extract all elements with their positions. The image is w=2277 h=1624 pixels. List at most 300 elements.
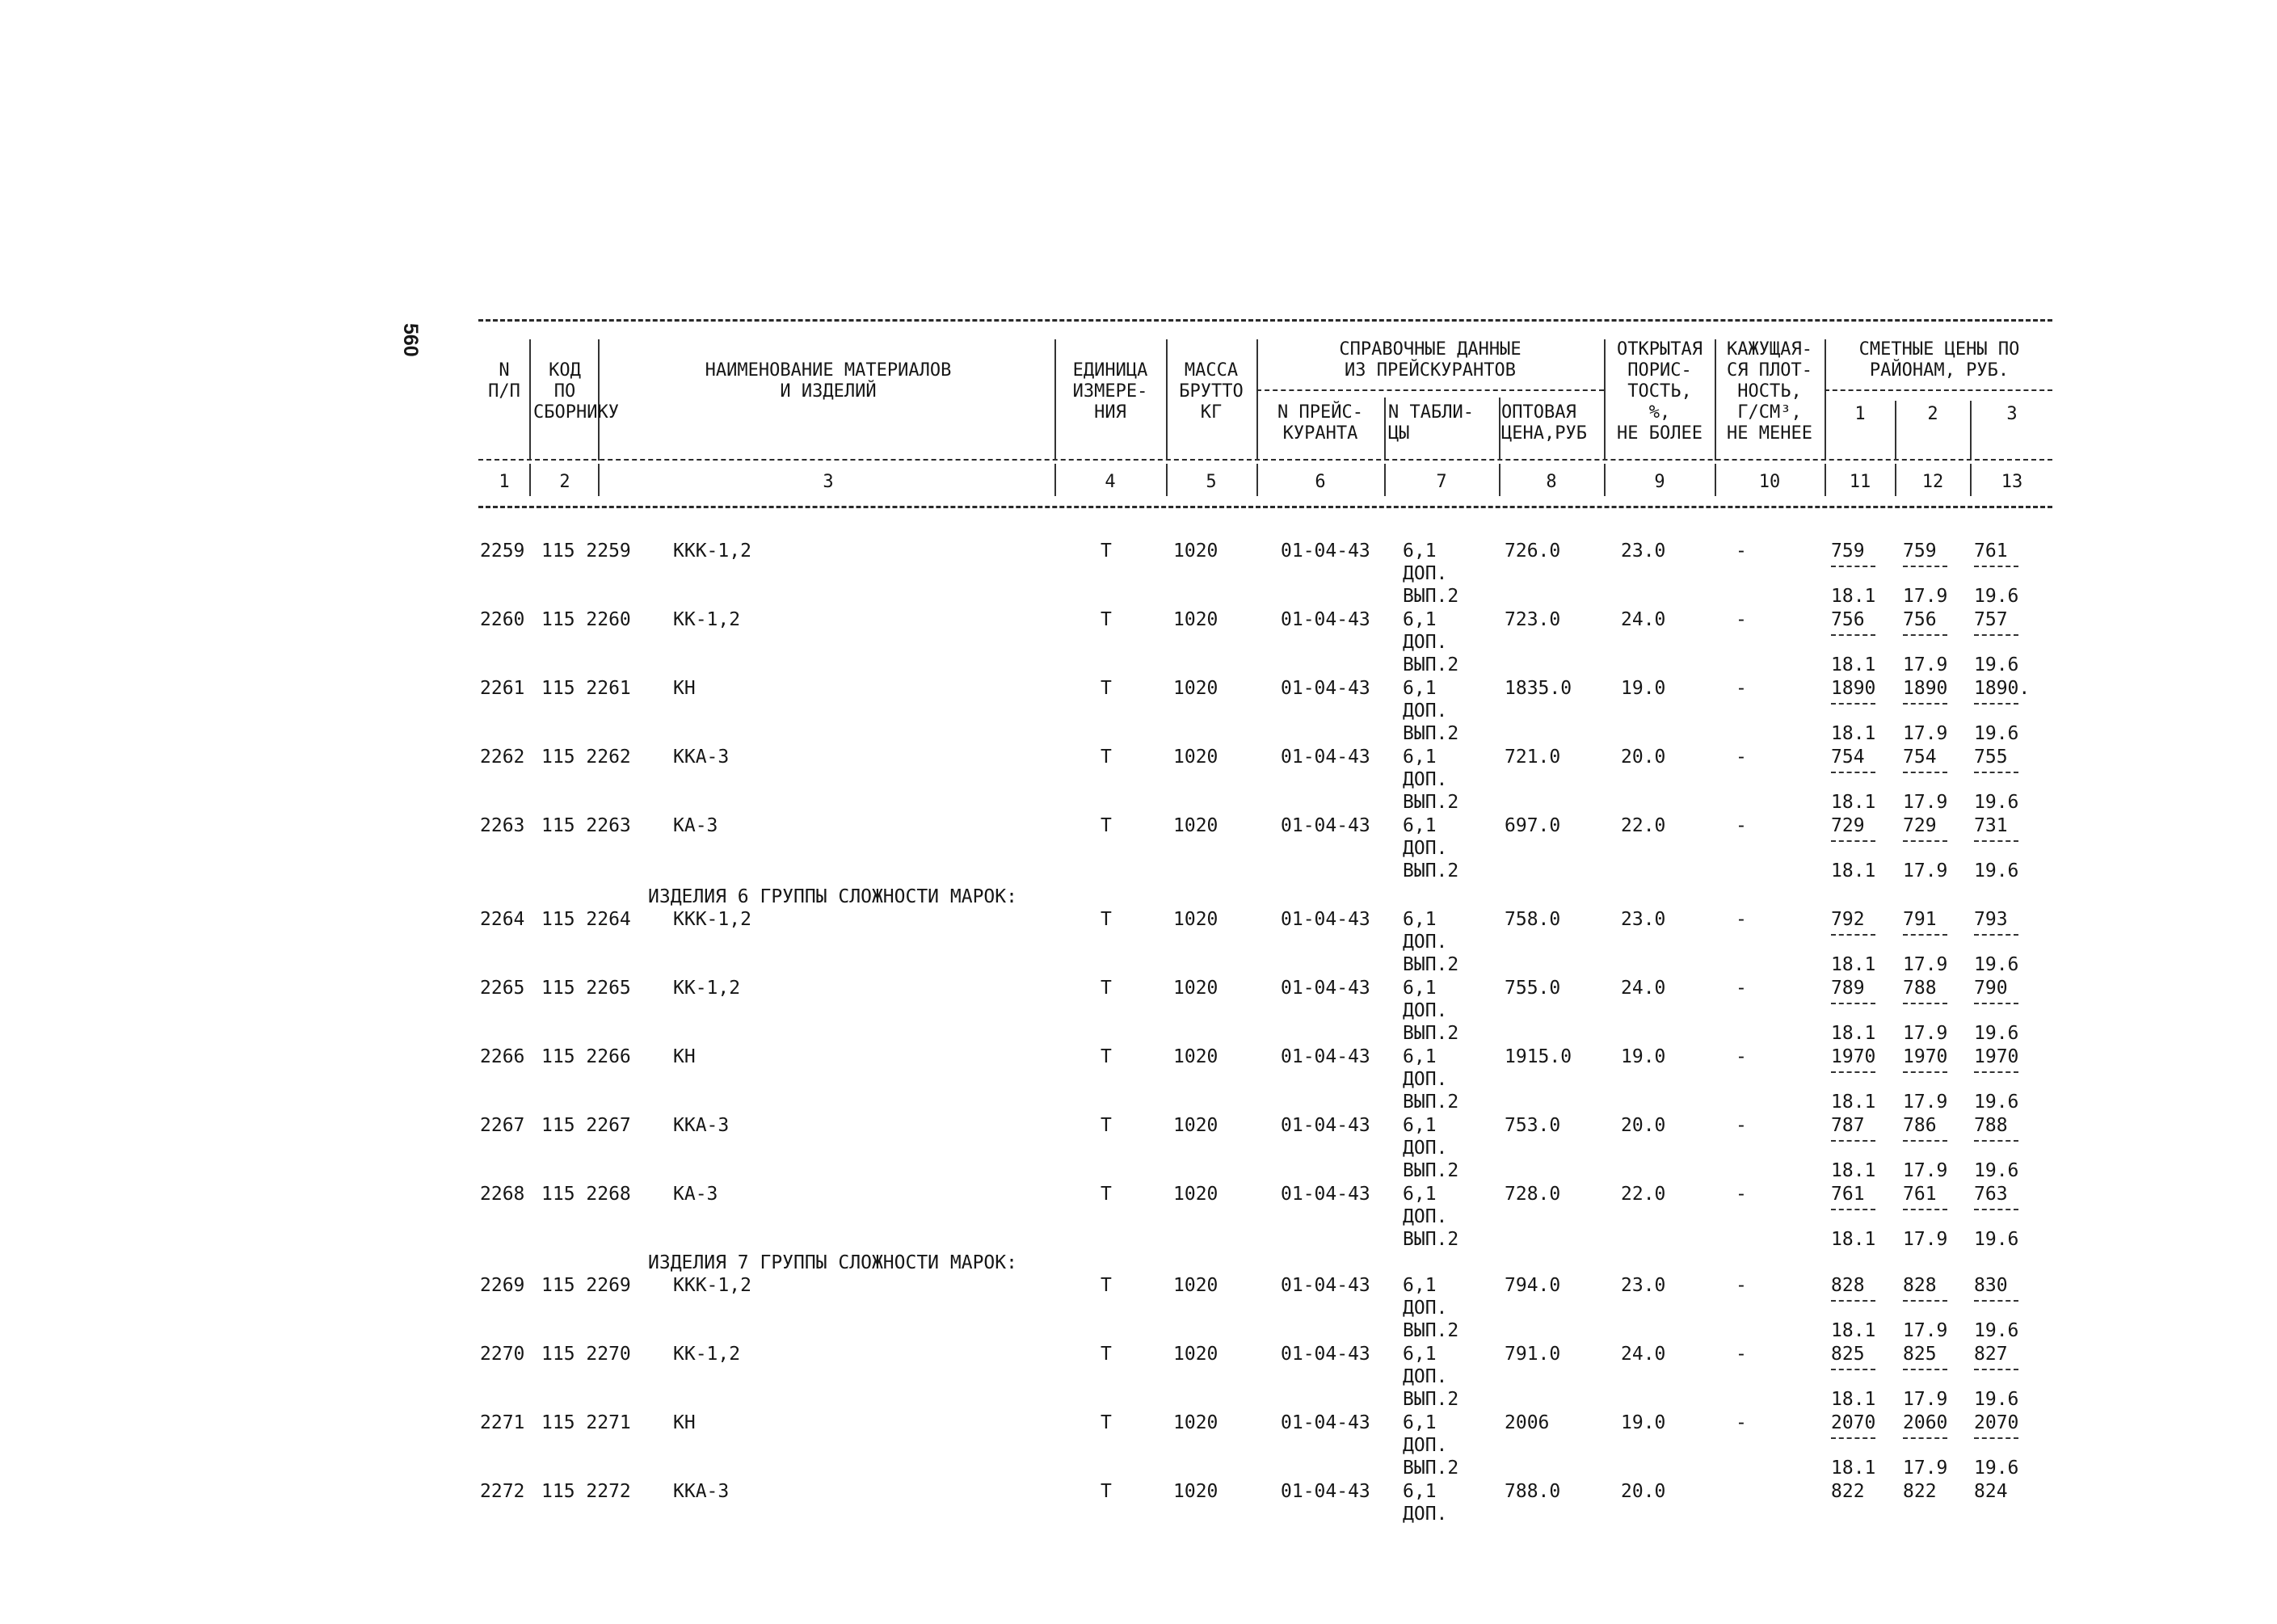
price-value: 788 (1903, 978, 1937, 999)
fraction-bar (1903, 1209, 1947, 1210)
cell-table-note: ДОП. (1403, 1069, 1448, 1090)
fraction-bar (1903, 1300, 1947, 1302)
price-value: 756 (1903, 609, 1937, 630)
cell-table: 6,1 (1403, 1412, 1437, 1433)
cell-row-number: 2268 (480, 1184, 525, 1205)
cell-mass: 1020 (1173, 815, 1218, 836)
cell-table-note: ДОП. (1403, 1138, 1448, 1159)
price-coefficient: 18.1 (1831, 860, 1876, 881)
fraction-bar (1903, 840, 1947, 842)
cell-wholesale: 1915.0 (1505, 1046, 1572, 1067)
cell-density: - (1736, 1275, 1747, 1296)
cell-name: ККА-3 (673, 1115, 730, 1136)
cell-code: 115 2261 (541, 678, 631, 699)
cell-porosity: 22.0 (1621, 815, 1666, 836)
cell-row-number: 2269 (480, 1275, 525, 1296)
price-value: 786 (1903, 1115, 1937, 1136)
price-coefficient: 17.9 (1903, 1458, 1948, 1479)
price-value: 731 (1974, 815, 2008, 836)
cell-name: ККК-1,2 (673, 909, 751, 930)
column-number: 10 (1758, 472, 1781, 492)
price-value: 755 (1974, 747, 2008, 768)
fraction-bar (1974, 934, 2018, 936)
cell-porosity: 24.0 (1621, 609, 1666, 630)
price-coefficient: 17.9 (1903, 954, 1948, 975)
header-col-6: N ПРЕЙС- КУРАНТА (1277, 402, 1363, 444)
cell-code: 115 2270 (541, 1344, 631, 1365)
cell-density: - (1736, 815, 1747, 836)
fraction-bar (1831, 1003, 1875, 1004)
cell-row-number: 2266 (480, 1046, 525, 1067)
fraction-bar (1831, 566, 1875, 567)
cell-mass: 1020 (1173, 678, 1218, 699)
cell-name: КК-1,2 (673, 978, 741, 999)
price-coefficient: 18.1 (1831, 654, 1876, 675)
header-col-10: КАЖУЩАЯ- СЯ ПЛОТ- НОСТЬ, Г/СМ³, НЕ МЕНЕЕ (1727, 339, 1812, 444)
price-coefficient: 18.1 (1831, 792, 1876, 813)
column-number: 1 (499, 472, 510, 492)
cell-table: 6,1 (1403, 1115, 1437, 1136)
price-coefficient: 19.6 (1974, 1229, 2019, 1250)
cell-name: КН (673, 678, 696, 699)
price-value: 822 (1903, 1481, 1937, 1502)
cell-mass: 1020 (1173, 541, 1218, 562)
cell-table: 6,1 (1403, 1275, 1437, 1296)
fraction-bar (1903, 566, 1947, 567)
cell-code: 115 2267 (541, 1115, 631, 1136)
page-number: 560 (399, 323, 422, 357)
price-value: 825 (1903, 1344, 1937, 1365)
cell-density: - (1736, 678, 1747, 699)
price-coefficient: 17.9 (1903, 1023, 1948, 1044)
cell-name: КК-1,2 (673, 1344, 741, 1365)
fraction-bar (1974, 1140, 2018, 1142)
price-value: 791 (1903, 909, 1937, 930)
cell-row-number: 2259 (480, 541, 525, 562)
cell-row-number: 2263 (480, 815, 525, 836)
fraction-bar (1831, 703, 1875, 705)
price-value: 1890 (1903, 678, 1948, 699)
cell-table-note: ДОП. (1403, 701, 1448, 722)
cell-mass: 1020 (1173, 609, 1218, 630)
cell-table: 6,1 (1403, 978, 1437, 999)
cell-code: 115 2262 (541, 747, 631, 768)
cell-table-note: ДОП. (1403, 838, 1448, 859)
cell-porosity: 24.0 (1621, 1344, 1666, 1365)
price-value: 787 (1831, 1115, 1865, 1136)
price-value: 757 (1974, 609, 2008, 630)
section-label: ИЗДЕЛИЯ 6 ГРУППЫ СЛОЖНОСТИ МАРОК: (648, 886, 1017, 907)
column-number: 6 (1315, 472, 1326, 492)
price-value: 1890 (1831, 678, 1876, 699)
cell-porosity: 19.0 (1621, 1412, 1666, 1433)
cell-pricelist: 01-04-43 (1281, 1184, 1370, 1205)
cell-name: ККК-1,2 (673, 1275, 751, 1296)
cell-row-number: 2270 (480, 1344, 525, 1365)
cell-name: КА-3 (673, 815, 718, 836)
cell-pricelist: 01-04-43 (1281, 747, 1370, 768)
price-value: 793 (1974, 909, 2008, 930)
cell-density: - (1736, 1184, 1747, 1205)
fraction-bar (1831, 1369, 1875, 1370)
price-coefficient: 18.1 (1831, 586, 1876, 607)
header-col-9: ОТКРЫТАЯ ПОРИС- ТОСТЬ, %, НЕ БОЛЕЕ (1617, 339, 1702, 444)
cell-table-note: ДОП. (1403, 769, 1448, 790)
cell-density: - (1736, 1412, 1747, 1433)
header-col-12: 2 (1927, 404, 1938, 424)
cell-pricelist: 01-04-43 (1281, 1344, 1370, 1365)
cell-table-note: ВЫП.2 (1403, 860, 1459, 881)
cell-wholesale: 755.0 (1505, 978, 1561, 999)
column-number: 2 (559, 472, 570, 492)
fraction-bar (1831, 1209, 1875, 1210)
fraction-bar (1903, 1369, 1947, 1370)
cell-table-note: ДОП. (1403, 932, 1448, 953)
cell-mass: 1020 (1173, 1275, 1218, 1296)
price-coefficient: 18.1 (1831, 1320, 1876, 1341)
cell-table: 6,1 (1403, 909, 1437, 930)
cell-row-number: 2264 (480, 909, 525, 930)
cell-name: ККА-3 (673, 1481, 730, 1502)
cell-row-number: 2271 (480, 1412, 525, 1433)
cell-code: 115 2266 (541, 1046, 631, 1067)
price-coefficient: 19.6 (1974, 723, 2019, 744)
cell-code: 115 2265 (541, 978, 631, 999)
cell-code: 115 2268 (541, 1184, 631, 1205)
cell-table: 6,1 (1403, 541, 1437, 562)
price-value: 788 (1974, 1115, 2008, 1136)
fraction-bar (1903, 934, 1947, 936)
price-coefficient: 19.6 (1974, 954, 2019, 975)
cell-table-note: ВЫП.2 (1403, 1229, 1459, 1250)
cell-unit: Т (1101, 1412, 1112, 1433)
fraction-bar (1903, 1003, 1947, 1004)
cell-pricelist: 01-04-43 (1281, 541, 1370, 562)
header-col-2: КОД ПО СБОРНИКУ (533, 360, 619, 423)
cell-code: 115 2259 (541, 541, 631, 562)
price-coefficient: 19.6 (1974, 1160, 2019, 1181)
header-col-11: 1 (1854, 404, 1866, 424)
cell-unit: Т (1101, 1275, 1112, 1296)
price-value: 761 (1903, 1184, 1937, 1205)
cell-density: - (1736, 978, 1747, 999)
cell-pricelist: 01-04-43 (1281, 909, 1370, 930)
fraction-bar (1831, 1300, 1875, 1302)
cell-table-note: ВЫП.2 (1403, 723, 1459, 744)
cell-code: 115 2271 (541, 1412, 631, 1433)
cell-name: КК-1,2 (673, 609, 741, 630)
cell-table-note: ВЫП.2 (1403, 954, 1459, 975)
cell-porosity: 23.0 (1621, 909, 1666, 930)
cell-table-note: ДОП. (1403, 1504, 1448, 1525)
column-number: 13 (2001, 472, 2023, 492)
cell-wholesale: 758.0 (1505, 909, 1561, 930)
cell-table-note: ДОП. (1403, 1000, 1448, 1021)
fraction-bar (1831, 1140, 1875, 1142)
cell-code: 115 2264 (541, 909, 631, 930)
cell-row-number: 2261 (480, 678, 525, 699)
price-coefficient: 18.1 (1831, 954, 1876, 975)
cell-unit: Т (1101, 1115, 1112, 1136)
price-value: 827 (1974, 1344, 2008, 1365)
price-value: 828 (1831, 1275, 1865, 1296)
price-value: 1890. (1974, 678, 2031, 699)
cell-wholesale: 753.0 (1505, 1115, 1561, 1136)
price-coefficient: 18.1 (1831, 1458, 1876, 1479)
header-col-1: N П/П (488, 360, 520, 402)
fraction-bar (1974, 1437, 2018, 1439)
cell-wholesale: 794.0 (1505, 1275, 1561, 1296)
cell-table: 6,1 (1403, 1184, 1437, 1205)
fraction-bar (1974, 1003, 2018, 1004)
fraction-bar (1974, 772, 2018, 773)
column-number: 8 (1546, 472, 1557, 492)
price-value: 763 (1974, 1184, 2008, 1205)
cell-code: 115 2269 (541, 1275, 631, 1296)
cell-mass: 1020 (1173, 1046, 1218, 1067)
cell-pricelist: 01-04-43 (1281, 978, 1370, 999)
price-coefficient: 18.1 (1831, 1160, 1876, 1181)
cell-name: КН (673, 1046, 696, 1067)
price-coefficient: 17.9 (1903, 792, 1948, 813)
price-coefficient: 17.9 (1903, 1320, 1948, 1341)
fraction-bar (1831, 772, 1875, 773)
cell-pricelist: 01-04-43 (1281, 1412, 1370, 1433)
cell-porosity: 24.0 (1621, 978, 1666, 999)
cell-density: - (1736, 609, 1747, 630)
cell-table-note: ВЫП.2 (1403, 1023, 1459, 1044)
fraction-bar (1831, 840, 1875, 842)
cell-table-note: ВЫП.2 (1403, 1458, 1459, 1479)
fraction-bar (1974, 634, 2018, 636)
cell-code: 115 2272 (541, 1481, 631, 1502)
fraction-bar (1974, 1209, 2018, 1210)
price-value: 825 (1831, 1344, 1865, 1365)
column-number: 7 (1436, 472, 1447, 492)
cell-table-note: ВЫП.2 (1403, 1389, 1459, 1410)
cell-unit: Т (1101, 1481, 1112, 1502)
header-col-13: 3 (2006, 404, 2018, 424)
cell-unit: Т (1101, 1046, 1112, 1067)
price-coefficient: 19.6 (1974, 586, 2019, 607)
cell-unit: Т (1101, 747, 1112, 768)
cell-wholesale: 1835.0 (1505, 678, 1572, 699)
cell-code: 115 2260 (541, 609, 631, 630)
cell-mass: 1020 (1173, 978, 1218, 999)
cell-table-note: ВЫП.2 (1403, 654, 1459, 675)
column-number: 9 (1654, 472, 1665, 492)
cell-density: - (1736, 747, 1747, 768)
price-coefficient: 17.9 (1903, 1389, 1948, 1410)
fraction-bar (1903, 1437, 1947, 1439)
cell-unit: Т (1101, 1344, 1112, 1365)
fraction-bar (1974, 1369, 2018, 1370)
price-coefficient: 18.1 (1831, 1389, 1876, 1410)
fraction-bar (1903, 772, 1947, 773)
price-value: 761 (1831, 1184, 1865, 1205)
cell-row-number: 2267 (480, 1115, 525, 1136)
cell-mass: 1020 (1173, 1184, 1218, 1205)
cell-density: - (1736, 1344, 1747, 1365)
price-value: 759 (1831, 541, 1865, 562)
cell-mass: 1020 (1173, 1115, 1218, 1136)
column-number: 12 (1921, 472, 1944, 492)
cell-wholesale: 791.0 (1505, 1344, 1561, 1365)
cell-wholesale: 697.0 (1505, 815, 1561, 836)
price-value: 754 (1831, 747, 1865, 768)
cell-table-note: ДОП. (1403, 1435, 1448, 1456)
cell-mass: 1020 (1173, 747, 1218, 768)
cell-density: - (1736, 1115, 1747, 1136)
cell-pricelist: 01-04-43 (1281, 1275, 1370, 1296)
column-number: 3 (823, 472, 834, 492)
cell-table-note: ВЫП.2 (1403, 792, 1459, 813)
price-coefficient: 18.1 (1831, 1229, 1876, 1250)
price-coefficient: 18.1 (1831, 1023, 1876, 1044)
price-value: 824 (1974, 1481, 2008, 1502)
price-coefficient: 19.6 (1974, 792, 2019, 813)
cell-name: ККК-1,2 (673, 541, 751, 562)
header-col-3: НАИМЕНОВАНИЕ МАТЕРИАЛОВ И ИЗДЕЛИЙ (705, 360, 952, 402)
cell-unit: Т (1101, 541, 1112, 562)
cell-porosity: 23.0 (1621, 541, 1666, 562)
price-value: 789 (1831, 978, 1865, 999)
cell-pricelist: 01-04-43 (1281, 1046, 1370, 1067)
header-col-8: ОПТОВАЯ ЦЕНА,РУБ (1501, 402, 1587, 444)
price-coefficient: 19.6 (1974, 1320, 2019, 1341)
cell-table: 6,1 (1403, 609, 1437, 630)
cell-pricelist: 01-04-43 (1281, 678, 1370, 699)
fraction-bar (1903, 703, 1947, 705)
column-number: 4 (1105, 472, 1116, 492)
cell-density: - (1736, 1046, 1747, 1067)
cell-porosity: 19.0 (1621, 678, 1666, 699)
price-coefficient: 19.6 (1974, 1092, 2019, 1113)
cell-unit: Т (1101, 609, 1112, 630)
cell-table: 6,1 (1403, 1344, 1437, 1365)
cell-pricelist: 01-04-43 (1281, 1115, 1370, 1136)
cell-table: 6,1 (1403, 747, 1437, 768)
price-coefficient: 17.9 (1903, 1160, 1948, 1181)
cell-table-note: ДОП. (1403, 1206, 1448, 1227)
cell-mass: 1020 (1173, 909, 1218, 930)
cell-table-note: ДОП. (1403, 1298, 1448, 1319)
cell-row-number: 2262 (480, 747, 525, 768)
cell-wholesale: 728.0 (1505, 1184, 1561, 1205)
cell-wholesale: 788.0 (1505, 1481, 1561, 1502)
cell-table-note: ДОП. (1403, 632, 1448, 653)
cell-name: КА-3 (673, 1184, 718, 1205)
cell-row-number: 2265 (480, 978, 525, 999)
price-value: 759 (1903, 541, 1937, 562)
cell-density: - (1736, 541, 1747, 562)
price-coefficient: 17.9 (1903, 1229, 1948, 1250)
cell-porosity: 20.0 (1621, 1481, 1666, 1502)
price-value: 761 (1974, 541, 2008, 562)
cell-table-note: ВЫП.2 (1403, 1092, 1459, 1113)
header-col-4: ЕДИНИЦА ИЗМЕРЕ- НИЯ (1072, 360, 1148, 423)
price-coefficient: 18.1 (1831, 723, 1876, 744)
price-value: 822 (1831, 1481, 1865, 1502)
cell-pricelist: 01-04-43 (1281, 815, 1370, 836)
price-coefficient: 17.9 (1903, 860, 1948, 881)
header-col-7: N ТАБЛИ- ЦЫ (1388, 402, 1474, 444)
cell-unit: Т (1101, 909, 1112, 930)
cell-porosity: 22.0 (1621, 1184, 1666, 1205)
cell-table: 6,1 (1403, 678, 1437, 699)
cell-wholesale: 721.0 (1505, 747, 1561, 768)
cell-unit: Т (1101, 1184, 1112, 1205)
price-value: 756 (1831, 609, 1865, 630)
price-coefficient: 17.9 (1903, 723, 1948, 744)
cell-porosity: 19.0 (1621, 1046, 1666, 1067)
fraction-bar (1903, 1071, 1947, 1073)
cell-row-number: 2260 (480, 609, 525, 630)
price-value: 830 (1974, 1275, 2008, 1296)
cell-code: 115 2263 (541, 815, 631, 836)
cell-unit: Т (1101, 815, 1112, 836)
header-col-5: МАССА БРУТТО КГ (1179, 360, 1244, 423)
cell-wholesale: 723.0 (1505, 609, 1561, 630)
cell-row-number: 2272 (480, 1481, 525, 1502)
price-value: 1970 (1974, 1046, 2019, 1067)
price-value: 790 (1974, 978, 2008, 999)
price-coefficient: 19.6 (1974, 1389, 2019, 1410)
cell-table-note: ДОП. (1403, 563, 1448, 584)
price-coefficient: 17.9 (1903, 1092, 1948, 1113)
cell-table-note: ВЫП.2 (1403, 1320, 1459, 1341)
price-value: 2070 (1974, 1412, 2019, 1433)
fraction-bar (1974, 1300, 2018, 1302)
fraction-bar (1831, 1437, 1875, 1439)
fraction-bar (1903, 1140, 1947, 1142)
price-coefficient: 17.9 (1903, 586, 1948, 607)
cell-table-note: ДОП. (1403, 1366, 1448, 1387)
cell-table: 6,1 (1403, 815, 1437, 836)
cell-pricelist: 01-04-43 (1281, 609, 1370, 630)
cell-table-note: ВЫП.2 (1403, 1160, 1459, 1181)
price-value: 1970 (1903, 1046, 1948, 1067)
price-coefficient: 19.6 (1974, 860, 2019, 881)
header-group-reference: СПРАВОЧНЫЕ ДАННЫЕ ИЗ ПРЕЙСКУРАНТОВ (1339, 339, 1522, 381)
price-coefficient: 18.1 (1831, 1092, 1876, 1113)
cell-unit: Т (1101, 978, 1112, 999)
price-coefficient: 19.6 (1974, 654, 2019, 675)
price-value: 1970 (1831, 1046, 1876, 1067)
cell-porosity: 20.0 (1621, 1115, 1666, 1136)
cell-name: КН (673, 1412, 696, 1433)
fraction-bar (1831, 1071, 1875, 1073)
price-coefficient: 19.6 (1974, 1458, 2019, 1479)
cell-porosity: 23.0 (1621, 1275, 1666, 1296)
fraction-bar (1903, 634, 1947, 636)
cell-table: 6,1 (1403, 1046, 1437, 1067)
price-value: 828 (1903, 1275, 1937, 1296)
fraction-bar (1831, 634, 1875, 636)
price-coefficient: 17.9 (1903, 654, 1948, 675)
price-value: 754 (1903, 747, 1937, 768)
price-value: 2060 (1903, 1412, 1948, 1433)
cell-mass: 1020 (1173, 1481, 1218, 1502)
cell-pricelist: 01-04-43 (1281, 1481, 1370, 1502)
header-group-prices: СМЕТНЫЕ ЦЕНЫ ПО РАЙОНАМ, РУБ. (1858, 339, 2020, 381)
price-value: 792 (1831, 909, 1865, 930)
column-number: 5 (1206, 472, 1217, 492)
cell-mass: 1020 (1173, 1412, 1218, 1433)
cell-table-note: ВЫП.2 (1403, 586, 1459, 607)
column-number: 11 (1849, 472, 1871, 492)
fraction-bar (1974, 703, 2018, 705)
